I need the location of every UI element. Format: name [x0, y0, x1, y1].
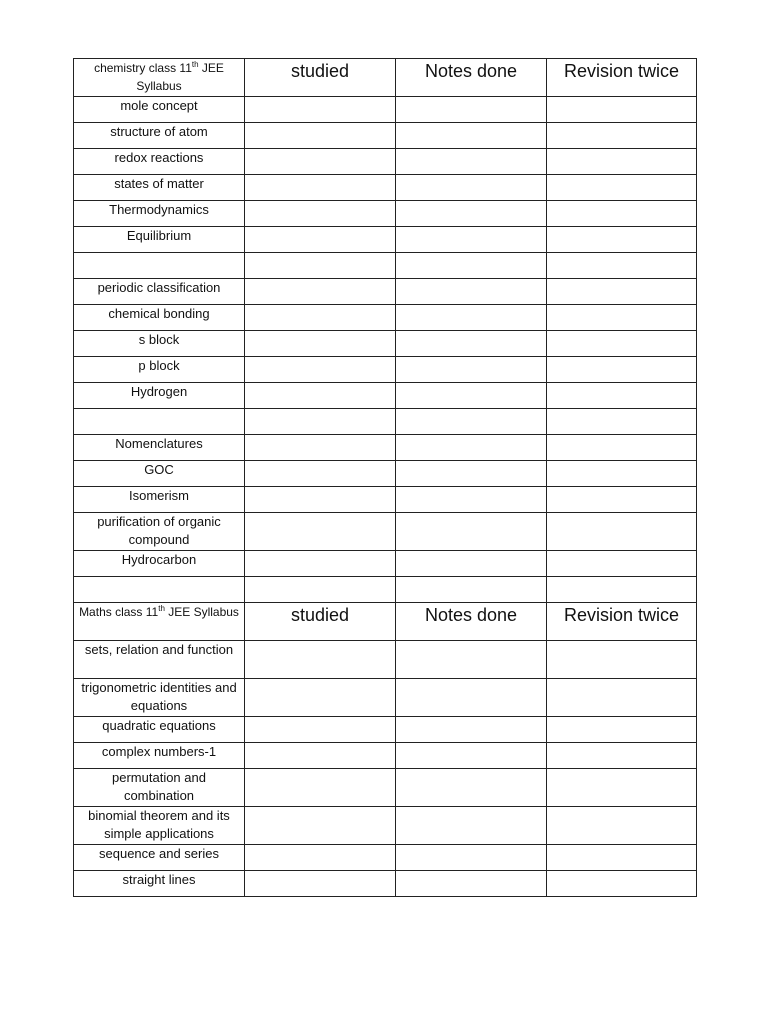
notes-done-cell[interactable] [396, 357, 547, 383]
studied-cell[interactable] [245, 807, 396, 845]
table-row [74, 513, 697, 551]
topic-cell: periodic classification [74, 279, 245, 305]
table-row [74, 871, 697, 897]
table-row [74, 357, 697, 383]
studied-cell[interactable] [245, 487, 396, 513]
notes-done-cell[interactable] [396, 383, 547, 409]
studied-cell[interactable] [245, 253, 396, 279]
revision-twice-cell[interactable] [547, 551, 697, 577]
topic-cell: p block [74, 357, 245, 383]
topic-cell [74, 577, 245, 603]
table-row-blank [74, 577, 697, 603]
topic-cell: structure of atom [74, 123, 245, 149]
topic-cell [74, 409, 245, 435]
notes-done-cell[interactable] [396, 253, 547, 279]
revision-twice-cell[interactable] [547, 97, 697, 123]
topic-cell: trigonometric identities and equations [74, 679, 245, 717]
revision-twice-cell[interactable] [547, 357, 697, 383]
notes-done-cell[interactable] [396, 641, 547, 679]
revision-twice-cell[interactable] [547, 487, 697, 513]
notes-done-cell[interactable] [396, 679, 547, 717]
topic-cell: Isomerism [74, 487, 245, 513]
chemistry-header-row [74, 59, 697, 97]
notes-done-cell[interactable] [396, 461, 547, 487]
topic-cell: chemical bonding [74, 305, 245, 331]
table-row [74, 279, 697, 305]
revision-twice-cell[interactable] [547, 305, 697, 331]
topic-cell: sequence and series [74, 845, 245, 871]
topic-cell: states of matter [74, 175, 245, 201]
revision-twice-cell[interactable] [547, 845, 697, 871]
studied-cell[interactable] [245, 679, 396, 717]
notes-done-cell[interactable] [396, 513, 547, 551]
maths-header-row [74, 603, 697, 641]
table-row [74, 201, 697, 227]
studied-cell[interactable] [245, 577, 396, 603]
revision-twice-cell[interactable] [547, 461, 697, 487]
table-row [74, 679, 697, 717]
table-row [74, 487, 697, 513]
table-row [74, 807, 697, 845]
notes-done-cell[interactable] [396, 871, 547, 897]
revision-twice-cell[interactable] [547, 717, 697, 743]
topic-cell: redox reactions [74, 149, 245, 175]
table-row-blank [74, 253, 697, 279]
notes-done-cell[interactable] [396, 123, 547, 149]
notes-done-cell[interactable] [396, 845, 547, 871]
studied-cell[interactable] [245, 175, 396, 201]
revision-twice-cell[interactable] [547, 807, 697, 845]
column-header-studied: studied [245, 603, 396, 641]
notes-done-cell[interactable] [396, 305, 547, 331]
notes-done-cell[interactable] [396, 227, 547, 253]
notes-done-cell[interactable] [396, 717, 547, 743]
revision-twice-cell[interactable] [547, 227, 697, 253]
revision-twice-cell[interactable] [547, 871, 697, 897]
table-row [74, 175, 697, 201]
topic-cell: sets, relation and function [74, 641, 245, 679]
notes-done-cell[interactable] [396, 487, 547, 513]
revision-twice-cell[interactable] [547, 149, 697, 175]
notes-done-cell[interactable] [396, 97, 547, 123]
notes-done-cell[interactable] [396, 551, 547, 577]
topic-cell: straight lines [74, 871, 245, 897]
table-row [74, 743, 697, 769]
table-row [74, 641, 697, 679]
studied-cell[interactable] [245, 513, 396, 551]
studied-cell[interactable] [245, 409, 396, 435]
studied-cell[interactable] [245, 871, 396, 897]
studied-cell[interactable] [245, 769, 396, 807]
revision-twice-cell[interactable] [547, 201, 697, 227]
notes-done-cell[interactable] [396, 807, 547, 845]
studied-cell[interactable] [245, 845, 396, 871]
syllabus-table [73, 58, 697, 897]
revision-twice-cell[interactable] [547, 409, 697, 435]
studied-cell[interactable] [245, 743, 396, 769]
table-row [74, 845, 697, 871]
studied-cell[interactable] [245, 435, 396, 461]
revision-twice-cell[interactable] [547, 577, 697, 603]
table-row [74, 461, 697, 487]
topic-cell: Hydrocarbon [74, 551, 245, 577]
revision-twice-cell[interactable] [547, 769, 697, 807]
studied-cell[interactable] [245, 305, 396, 331]
revision-twice-cell[interactable] [547, 331, 697, 357]
column-header-notes-done: Notes done [396, 59, 547, 97]
revision-twice-cell[interactable] [547, 175, 697, 201]
revision-twice-cell[interactable] [547, 383, 697, 409]
table-row [74, 149, 697, 175]
table-row [74, 435, 697, 461]
studied-cell[interactable] [245, 149, 396, 175]
studied-cell[interactable] [245, 123, 396, 149]
topic-cell: Thermodynamics [74, 201, 245, 227]
table-row [74, 331, 697, 357]
table-row [74, 551, 697, 577]
topic-cell: Hydrogen [74, 383, 245, 409]
studied-cell[interactable] [245, 641, 396, 679]
column-header-revision-twice: Revision twice [547, 59, 697, 97]
topic-cell: s block [74, 331, 245, 357]
notes-done-cell[interactable] [396, 279, 547, 305]
notes-done-cell[interactable] [396, 769, 547, 807]
notes-done-cell[interactable] [396, 577, 547, 603]
table-row-blank [74, 409, 697, 435]
topic-cell: permutation and combination [74, 769, 245, 807]
maths-title: Maths class 11th JEE Syllabus [74, 603, 245, 641]
topic-cell: Equilibrium [74, 227, 245, 253]
studied-cell[interactable] [245, 331, 396, 357]
table-row [74, 305, 697, 331]
notes-done-cell[interactable] [396, 409, 547, 435]
revision-twice-cell[interactable] [547, 743, 697, 769]
chemistry-title: chemistry class 11th JEE Syllabus [74, 59, 245, 97]
revision-twice-cell[interactable] [547, 513, 697, 551]
studied-cell[interactable] [245, 383, 396, 409]
column-header-notes-done: Notes done [396, 603, 547, 641]
topic-cell: GOC [74, 461, 245, 487]
studied-cell[interactable] [245, 357, 396, 383]
studied-cell[interactable] [245, 97, 396, 123]
notes-done-cell[interactable] [396, 201, 547, 227]
revision-twice-cell[interactable] [547, 123, 697, 149]
studied-cell[interactable] [245, 551, 396, 577]
table-row [74, 383, 697, 409]
studied-cell[interactable] [245, 717, 396, 743]
notes-done-cell[interactable] [396, 175, 547, 201]
studied-cell[interactable] [245, 201, 396, 227]
column-header-studied: studied [245, 59, 396, 97]
notes-done-cell[interactable] [396, 435, 547, 461]
column-header-revision-twice: Revision twice [547, 603, 697, 641]
topic-cell: purification of organic compound [74, 513, 245, 551]
notes-done-cell[interactable] [396, 149, 547, 175]
revision-twice-cell[interactable] [547, 435, 697, 461]
table-row [74, 717, 697, 743]
table-row [74, 97, 697, 123]
topic-cell: complex numbers-1 [74, 743, 245, 769]
studied-cell[interactable] [245, 279, 396, 305]
revision-twice-cell[interactable] [547, 253, 697, 279]
studied-cell[interactable] [245, 461, 396, 487]
table-row [74, 227, 697, 253]
topic-cell: Nomenclatures [74, 435, 245, 461]
table-row [74, 769, 697, 807]
revision-twice-cell[interactable] [547, 279, 697, 305]
table-row [74, 123, 697, 149]
topic-cell: binomial theorem and its simple applications [74, 807, 245, 845]
topic-cell: mole concept [74, 97, 245, 123]
notes-done-cell[interactable] [396, 331, 547, 357]
topic-cell [74, 253, 245, 279]
notes-done-cell[interactable] [396, 743, 547, 769]
revision-twice-cell[interactable] [547, 641, 697, 679]
studied-cell[interactable] [245, 227, 396, 253]
revision-twice-cell[interactable] [547, 679, 697, 717]
topic-cell: quadratic equations [74, 717, 245, 743]
